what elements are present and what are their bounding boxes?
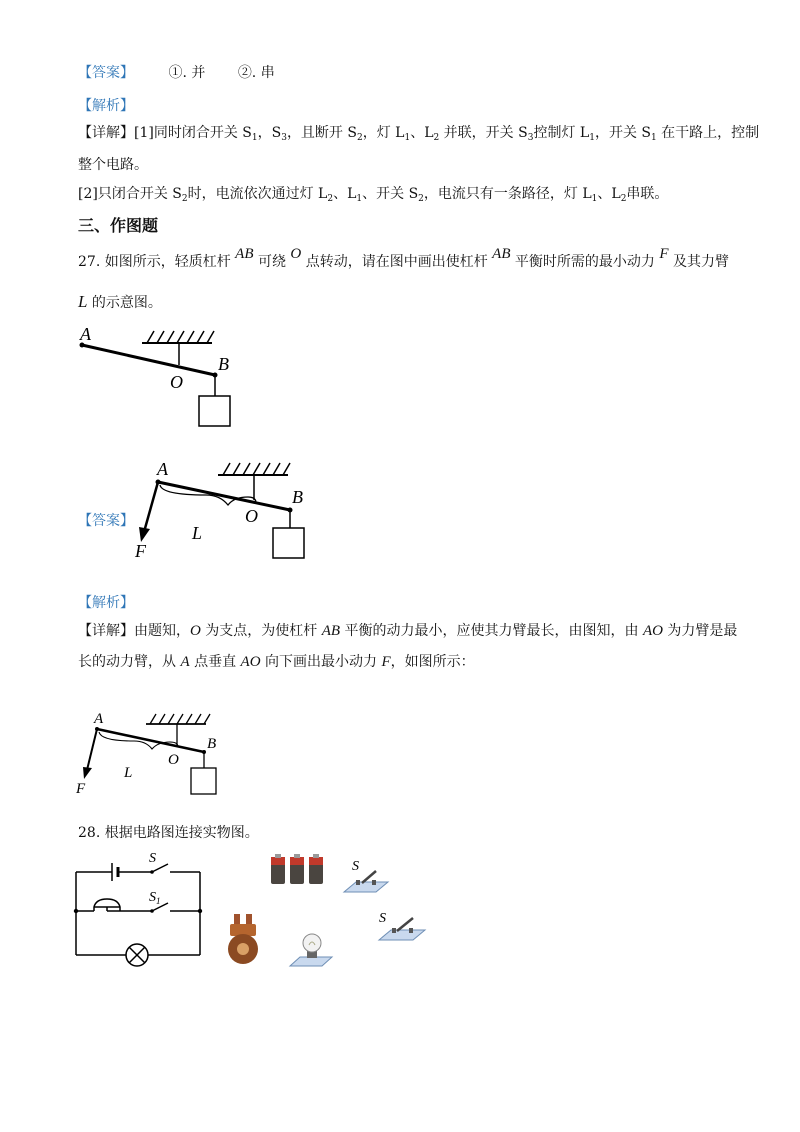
- text: 平衡时所需的最小动力: [510, 254, 660, 270]
- sub: 3: [527, 133, 534, 143]
- text: ，开关 S: [594, 125, 651, 141]
- question-27-line-1: [78, 246, 730, 272]
- battery-2: [290, 854, 304, 884]
- switch-base: [344, 882, 388, 892]
- terminal: [356, 880, 360, 885]
- label-o: O: [168, 752, 179, 768]
- label-a: A: [94, 711, 104, 727]
- text: [2]只闭合开关 S: [78, 186, 182, 202]
- sub: 1: [251, 133, 258, 143]
- label-a: A: [157, 459, 168, 479]
- sub: 1: [651, 133, 657, 143]
- ceiling-hatch: [223, 463, 290, 475]
- text: 由题知，: [134, 623, 190, 639]
- var: F: [381, 654, 391, 670]
- bell-center: [237, 943, 249, 955]
- label-f: F: [135, 541, 146, 561]
- label-s: S: [149, 851, 156, 866]
- text: 、L: [410, 125, 434, 141]
- text: 时，电流依次通过灯 L: [187, 186, 328, 202]
- text: 为力臂是最: [662, 623, 738, 639]
- sub: 1: [356, 194, 363, 204]
- lever-bar: [82, 345, 215, 375]
- var: AB: [321, 623, 341, 639]
- text: 的示意图。: [87, 295, 162, 311]
- text: 为支点，为使杠杆: [200, 623, 322, 639]
- answer-tag-27: 【答案】: [78, 513, 134, 529]
- text: 控制灯 L: [533, 125, 590, 141]
- text: 、L: [333, 186, 357, 202]
- var: AB: [235, 246, 254, 262]
- junction: [198, 909, 202, 913]
- var: AO: [240, 654, 261, 670]
- detail-line-26-3: [78, 184, 668, 204]
- label-l: L: [192, 523, 203, 543]
- var: AO: [642, 623, 663, 639]
- label-f: F: [76, 781, 86, 797]
- ceiling-hatch: [150, 714, 210, 724]
- electric-bell-illustration: [225, 912, 261, 966]
- label-s1: $S_1$: [149, 890, 161, 906]
- lever-figure-explanation: [70, 705, 240, 805]
- label-l: L: [124, 765, 133, 781]
- switch-pivot: [150, 909, 154, 913]
- text: 点转动，请在图中画出使杠杆: [301, 254, 493, 270]
- sub: 3: [281, 133, 287, 143]
- answer-option-1: ①. 并: [168, 65, 206, 81]
- text: 可绕: [253, 254, 291, 270]
- lever-figure-question: [60, 320, 260, 435]
- section-title: 三、作图题: [78, 216, 159, 235]
- question-27-line-2: [78, 292, 162, 313]
- sub: 1: [589, 133, 595, 143]
- label-o: O: [170, 372, 183, 392]
- circuit-diagram: [70, 848, 210, 970]
- analysis-tag-26: 【解析】: [78, 98, 134, 114]
- var: O: [190, 623, 201, 639]
- var: A: [180, 654, 190, 670]
- text: 在干路上，控制: [656, 125, 760, 141]
- analysis-tag-27: 【解析】: [78, 595, 134, 611]
- text: 平衡的动力最小，应使其力臂最长，由图知，由: [340, 623, 643, 639]
- ceiling-hatch: [147, 331, 214, 343]
- text: 、L: [597, 186, 621, 202]
- point-a: [156, 480, 161, 485]
- var: L: [78, 292, 88, 311]
- detail-tag: 【详解】: [78, 623, 134, 639]
- detail-line-27-2: [78, 652, 475, 672]
- detail-tag: 【详解】: [78, 125, 134, 141]
- switch-pivot: [150, 870, 154, 874]
- detail-line-27-1: [78, 621, 737, 641]
- text: 并联，开关 S: [439, 125, 528, 141]
- text: [1]同时闭合开关 S: [134, 125, 252, 141]
- lever-bar: [97, 729, 204, 752]
- text: 串联。: [626, 186, 669, 202]
- var: O: [290, 246, 302, 262]
- var: F: [659, 246, 669, 262]
- label-o: O: [245, 506, 258, 526]
- sub: 2: [181, 194, 188, 204]
- point-b: [202, 750, 206, 754]
- force-arrow-line: [144, 482, 158, 532]
- batteries-illustration: [270, 852, 326, 886]
- sub: 2: [327, 194, 334, 204]
- text: ，电流只有一条路径，灯 L: [423, 186, 592, 202]
- brace-l: [99, 732, 178, 749]
- text: 点垂直: [189, 654, 241, 670]
- force-arrow-head: [139, 527, 150, 542]
- sub: 1: [404, 133, 411, 143]
- sub: 1: [591, 194, 598, 204]
- detail-line-26-1: [78, 123, 759, 143]
- knife-switch-s-illustration: [342, 856, 390, 896]
- text: ，S: [257, 125, 282, 141]
- text: 、开关 S: [362, 186, 419, 202]
- text: ，灯 L: [362, 125, 405, 141]
- label-s: S: [379, 911, 386, 926]
- label-b: B: [218, 354, 229, 374]
- point-b: [288, 508, 293, 513]
- terminal: [372, 880, 376, 885]
- switch-base: [379, 930, 425, 940]
- label-b: B: [207, 736, 217, 752]
- point-b: [213, 373, 218, 378]
- sub: 2: [356, 133, 363, 143]
- point-a: [95, 727, 99, 731]
- battery-3: [309, 854, 323, 884]
- lamp-base: [290, 957, 332, 966]
- label-b: B: [292, 487, 303, 507]
- label-s: S: [352, 859, 359, 874]
- lamp-socket-illustration: [288, 930, 334, 970]
- force-arrow-line: [87, 729, 97, 770]
- lever-bar: [158, 482, 290, 510]
- weight-box: [273, 528, 304, 558]
- answer-tag: 【答案】: [78, 65, 134, 81]
- sub: 2: [620, 194, 627, 204]
- detail-line-26-2: 整个电路。: [78, 157, 148, 173]
- label-a: A: [80, 324, 91, 344]
- lever-figure-answer: [130, 455, 320, 565]
- text: ，如图所示：: [390, 654, 475, 670]
- text: 27. 如图所示，轻质杠杆: [78, 254, 236, 270]
- text: 长的动力臂，从: [78, 654, 181, 670]
- brace-l: [160, 485, 256, 505]
- terminal: [392, 928, 396, 933]
- knife-switch-s1-illustration: [375, 906, 427, 944]
- answer-line-26: [78, 63, 275, 83]
- var: AB: [492, 246, 511, 262]
- terminal: [409, 928, 413, 933]
- answer-option-2: ②. 串: [237, 65, 275, 81]
- question-28: 28. 根据电路图连接实物图。: [78, 825, 259, 841]
- text: 及其力臂: [668, 254, 730, 270]
- junction: [74, 909, 78, 913]
- sub: 2: [418, 194, 424, 204]
- text: ，且断开 S: [286, 125, 357, 141]
- weight-box: [199, 396, 230, 426]
- sub: 2: [433, 133, 440, 143]
- light-bulb: [303, 934, 321, 952]
- text: 向下画出最小动力: [260, 654, 382, 670]
- weight-box: [191, 768, 216, 794]
- battery-1: [271, 854, 285, 884]
- force-arrow-head: [83, 767, 92, 779]
